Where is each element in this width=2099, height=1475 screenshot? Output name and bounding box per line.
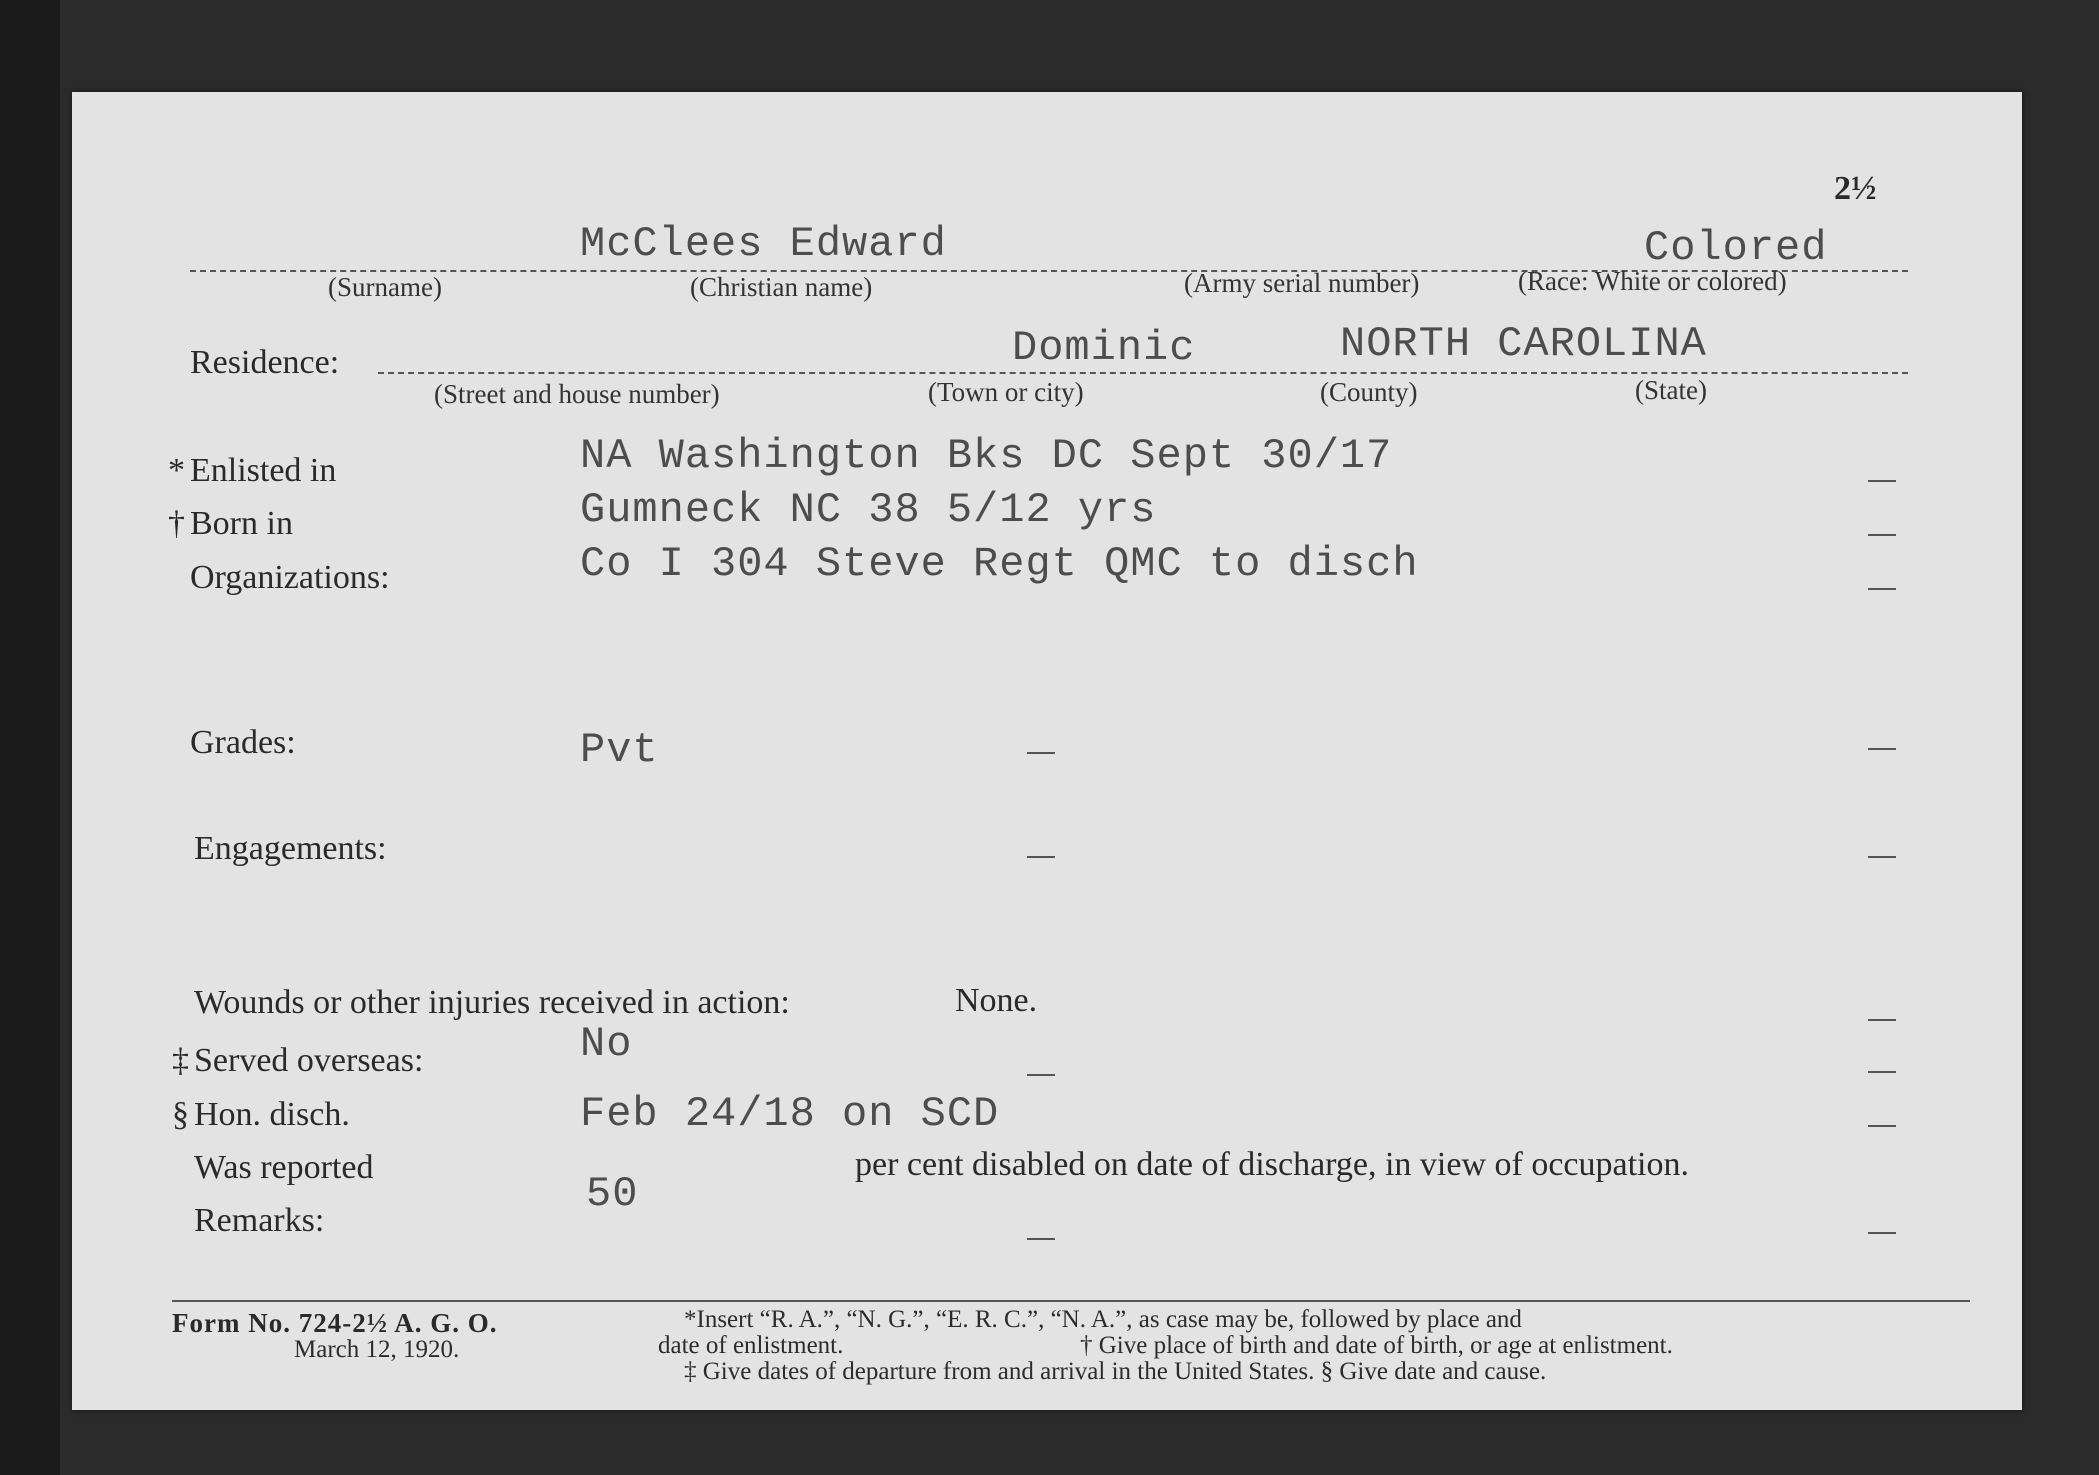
page-number: 2½ [1834, 170, 1877, 207]
hon-disch-label: Hon. disch. [194, 1096, 350, 1133]
reported-value: 50 [586, 1170, 639, 1218]
service-record-card [72, 92, 2022, 1410]
overseas-dash-right [1868, 1071, 1896, 1073]
organizations-dash [1868, 588, 1896, 590]
race-value: Colored [1644, 224, 1828, 272]
engagements-dash-right [1868, 856, 1896, 858]
residence-line [378, 372, 1908, 374]
street-label: (Street and house number) [434, 379, 720, 409]
born-label: Born in [190, 505, 293, 542]
born-value: Gumneck NC 38 5/12 yrs [580, 486, 1157, 534]
form-date: March 12, 1920. [294, 1336, 460, 1363]
scan-edge [0, 0, 60, 1475]
reported-label: Was reported [194, 1149, 374, 1186]
grades-dash-right [1868, 748, 1896, 750]
grades-dash-mid [1027, 752, 1055, 754]
grades-label: Grades: [190, 724, 296, 761]
enlisted-mark: * [168, 452, 185, 489]
footnote-line-2a: date of enlistment. [658, 1332, 844, 1359]
town-label: (Town or city) [928, 377, 1084, 407]
percent-disabled-text: per cent disabled on date of discharge, in view of occupation. [855, 1146, 1689, 1183]
state-label: (State) [1635, 375, 1707, 405]
county-label: (County) [1320, 377, 1418, 407]
enlisted-label: Enlisted in [190, 452, 337, 489]
hon-disch-mark: § [172, 1096, 189, 1133]
wounds-value: None. [955, 982, 1038, 1019]
footnote-line-1: *Insert “R. A.”, “N. G.”, “E. R. C.”, “N. A.”, as case may be, followed by place and [684, 1306, 1522, 1333]
hon-disch-dash [1868, 1125, 1896, 1127]
wounds-label: Wounds or other injuries received in action: [194, 984, 790, 1021]
overseas-dash-mid [1027, 1074, 1055, 1076]
organizations-value: Co I 304 Steve Regt QMC to disch [580, 540, 1419, 588]
enlisted-value: NA Washington Bks DC Sept 30/17 [580, 432, 1393, 480]
overseas-mark: ‡ [172, 1042, 189, 1079]
remarks-label: Remarks: [194, 1202, 325, 1239]
footer-rule [172, 1300, 1970, 1302]
overseas-value: No [580, 1020, 633, 1068]
serial-label: (Army serial number) [1184, 268, 1420, 298]
christian-label: (Christian name) [690, 272, 873, 302]
race-label: (Race: White or colored) [1518, 266, 1787, 296]
born-mark: † [168, 505, 185, 542]
residence-label: Residence: [190, 344, 340, 381]
residence-town-value: Dominic [1012, 324, 1196, 372]
surname-christian-value: McClees Edward [580, 220, 947, 268]
born-dash [1868, 534, 1896, 536]
wounds-dash [1868, 1019, 1896, 1021]
footnote-line-2b: † Give place of birth and date of birth, or age at enlistment. [1080, 1332, 1673, 1359]
organizations-label: Organizations: [190, 559, 390, 596]
remarks-dash-right [1868, 1232, 1896, 1234]
overseas-label: Served overseas: [194, 1042, 424, 1079]
enlisted-dash [1868, 480, 1896, 482]
hon-disch-value: Feb 24/18 on SCD [580, 1090, 1000, 1138]
footnote-line-3: ‡ Give dates of departure from and arrival in the United States. § Give date and cause. [684, 1358, 1547, 1385]
grades-value: Pvt [580, 726, 659, 774]
engagements-dash-mid [1027, 856, 1055, 858]
residence-state-value: NORTH CAROLINA [1340, 320, 1707, 368]
engagements-label: Engagements: [194, 830, 387, 867]
surname-label: (Surname) [328, 272, 442, 302]
remarks-dash-mid [1027, 1238, 1055, 1240]
form-number: Form No. 724-2½ A. G. O. [172, 1308, 498, 1338]
